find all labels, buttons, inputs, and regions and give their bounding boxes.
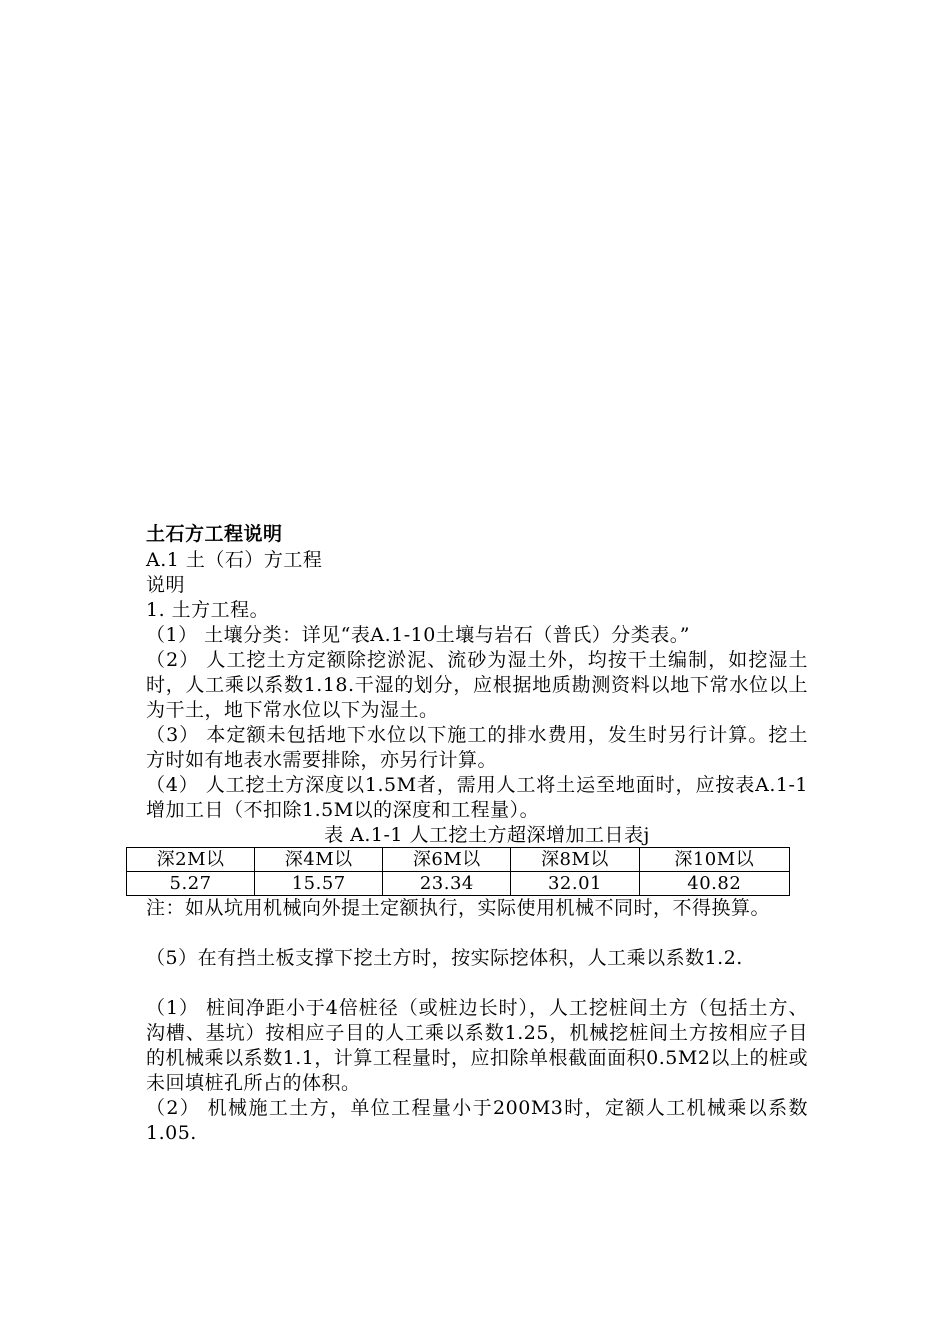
table-header-cell: 深2M以 bbox=[127, 848, 255, 872]
section-heading: A.1 土（石）方工程 bbox=[146, 549, 323, 571]
table-row bbox=[127, 872, 790, 896]
table-header-cell: 深4M以 bbox=[255, 848, 383, 872]
table-cell: 23.34 bbox=[383, 872, 511, 896]
paragraph-retaining-board: （5）在有挡土板支撑下挖土方时，按实际挖体积，人工乘以系数1.2. bbox=[146, 947, 743, 969]
paragraph-pile-spacing: （1） 桩间净距小于4倍桩径（或桩边长时），人工挖桩间土方（包括土方、沟槽、基坑）按相应子目的人工乘以系数1.25，机械挖桩间土方按相应子目的机械乘以系数1.1，计算工程量时，应扣除单根截面面积0.5M2以上的桩或未回填桩孔所占的体积。 bbox=[146, 997, 808, 1094]
table-caption: 表 A.1-1 人工挖土方超深增加工日表j bbox=[324, 824, 650, 846]
spacer bbox=[146, 971, 808, 996]
table-cell: 5.27 bbox=[127, 872, 255, 896]
table-header-row bbox=[127, 848, 790, 872]
table-cell: 40.82 bbox=[639, 872, 789, 896]
table-cell: 32.01 bbox=[511, 872, 639, 896]
document-body bbox=[146, 520, 808, 1146]
table-header-cell: 深10M以 bbox=[639, 848, 789, 872]
paragraph-machine-small-quantity: （2） 机械施工土方，单位工程量小于200M3时，定额人工机械乘以系数1.05. bbox=[146, 1097, 808, 1144]
table-header-cell: 深8M以 bbox=[511, 848, 639, 872]
document-title: 土石方工程说明 bbox=[146, 523, 283, 545]
table-note: 注：如从坑用机械向外提土定额执行，实际使用机械不同时，不得换算。 bbox=[146, 897, 771, 919]
paragraph-depth: （4） 人工挖土方深度以1.5M者，需用人工将土运至地面时，应按表A.1-1增加工日（不扣除1.5M以的深度和工程量）。 bbox=[146, 774, 808, 821]
paragraph-soil-classification: （1） 土壤分类：详见“表A.1-10土壤与岩石（普氏）分类表。” bbox=[146, 624, 691, 646]
paragraph-wet-soil: （2） 人工挖土方定额除挖淤泥、流砂为湿土外，均按干土编制，如挖湿土时，人工乘以系数1.18.干湿的划分，应根据地质勘测资料以地下常水位以上为干土，地下常水位以下为湿土。 bbox=[146, 649, 808, 721]
explanation-heading: 说明 bbox=[146, 574, 186, 596]
item-1-heading: 1. 土方工程。 bbox=[146, 599, 270, 621]
spacer bbox=[146, 921, 808, 946]
overdepth-labor-table bbox=[126, 847, 790, 896]
paragraph-drainage: （3） 本定额未包括地下水位以下施工的排水费用，发生时另行计算。挖土方时如有地表水需要排除，亦另行计算。 bbox=[146, 724, 808, 771]
table-cell: 15.57 bbox=[255, 872, 383, 896]
table-header-cell: 深6M以 bbox=[383, 848, 511, 872]
